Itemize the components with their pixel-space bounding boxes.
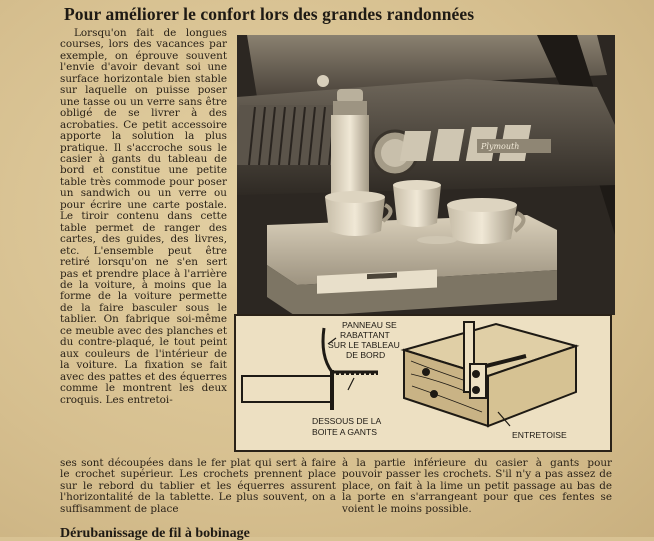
label-panel: SUR LE TABLEAU: [328, 340, 400, 350]
article-body-bottom-left: [60, 458, 336, 515]
article-body-bottom-right: [342, 458, 612, 515]
label-panel: PANNEAU SE: [342, 320, 397, 330]
label-underside: BOITE A GANTS: [312, 427, 377, 437]
photo-illustration: [237, 35, 615, 315]
isometric-sketch: [404, 322, 576, 426]
article-paragraph: ses sont découpées dans le fer plat qui sert à faire le crochet supérieur. Les crochets prennent place sur le rebord du tablier et les équerres assurent l'horizontalité de la tablette. Le plus souvent, on a suffisamment de place: [60, 457, 336, 515]
article-paragraph: à la partie inférieure du casier à gants pour pouvoir passer les crochets. S'il n'y a pas assez de place, on fait à la lime un petit passage au bas de la porte en s'arrangeant pour que ces fentes se voient le moins possible.: [342, 457, 612, 515]
article-title: Pour améliorer le confort lors des grandes randonnées: [64, 4, 475, 24]
tray-table: [267, 215, 557, 315]
article-paragraph: Lorsqu'on fait de longues courses, lors des vacances par exemple, on éprouve souvent l'envie d'avoir devant soi une surface horizontale bien stable sur laquelle on puisse poser une tasse ou un verre sans être obligé de se livrer à des acrobaties. Ce petit accessoire apporte la solution la plus pratique. Il s'accroche sous le casier à gants du tableau de bord et constitue une petite table très commode pour poser un sandwich ou un verre ou pour écrire une carte postale. Le tiroir contenu dans cette table permet de ranger des cartes, des guides, des livres, etc. L'ensemble peut être retiré lorsqu'on ne s'en sert pas et prendre place à l'arrière de la voiture, à moins que la forme de la voiture permette de la faire basculer sous le tablier. On fabrique soi-même ce meuble avec des planches et du contre-plaqué, le tout peint aux couleurs de l'intérieur de la voiture. La fixation se fait avec des pattes et des équerres comme le montrent les deux croquis. Les entretoi-: [60, 27, 227, 406]
dashboard-tray-photo: [237, 35, 615, 315]
assembly-diagram: [234, 314, 612, 452]
label-panel: RABATTANT: [340, 330, 390, 340]
article-body-left-column: [60, 28, 227, 406]
label-underside: DESSOUS DE LA: [312, 416, 382, 426]
diagram-illustration: [236, 316, 610, 450]
label-panel: DE BORD: [346, 350, 386, 360]
label-entretoise: ENTRETOISE: [512, 430, 567, 440]
dashboard-knob: [317, 75, 329, 87]
dashboard-badge-text: Plymouth: [481, 142, 520, 151]
next-article-title: Dérubanissage de fil à bobinage: [60, 526, 250, 541]
